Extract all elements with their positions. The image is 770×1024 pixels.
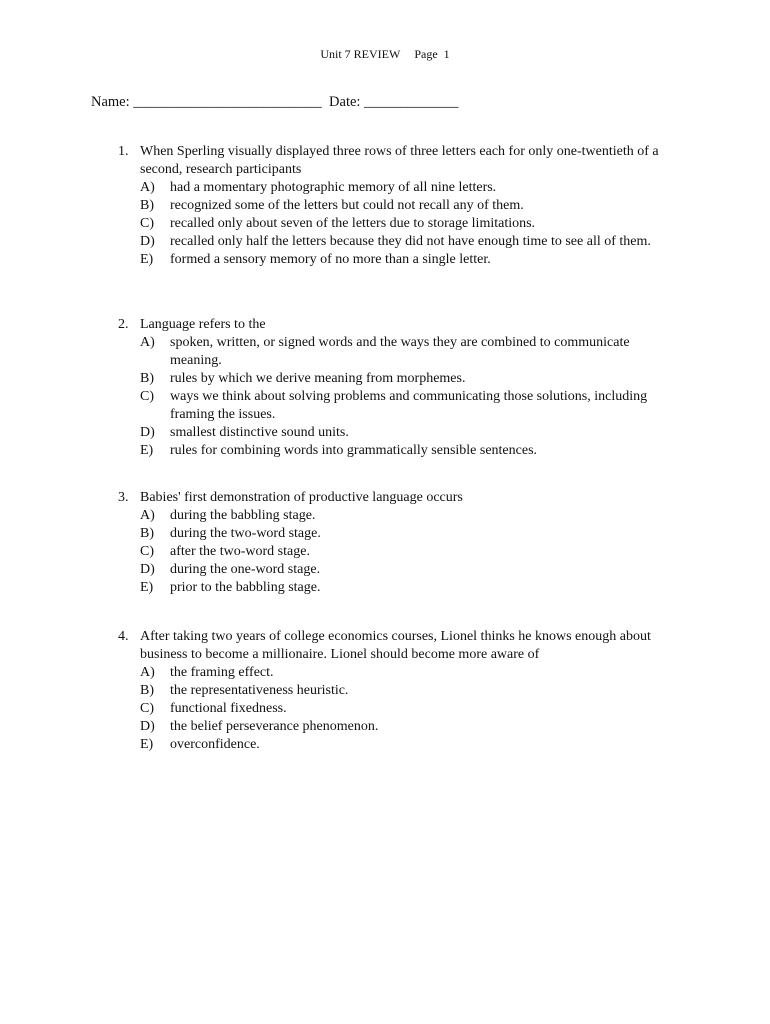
choice-text: the representativeness heuristic. (170, 683, 349, 698)
name-date-line (91, 93, 458, 111)
answer-choice (118, 233, 678, 251)
choice-text: the framing effect. (170, 665, 274, 680)
choice-text: rules by which we derive meaning from morphemes. (170, 371, 466, 386)
answer-choice (118, 197, 678, 215)
choice-text: after the two-word stage. (170, 544, 310, 559)
question-text: After taking two years of college economics courses, Lionel thinks he knows enough about business to become a millionaire. Lionel should become more aware of (140, 629, 651, 662)
choice-letter: C) (140, 216, 154, 231)
choice-text: spoken, written, or signed words and the ways they are combined to communicate meaning. (170, 335, 630, 368)
answer-choice (118, 664, 678, 682)
choice-letter: A) (140, 665, 155, 680)
answer-choice (118, 370, 678, 388)
answer-choice (118, 543, 678, 561)
answer-choice (118, 179, 678, 197)
choice-letter: E) (140, 443, 154, 458)
date-blank: _____________ (364, 94, 459, 110)
answer-choice (118, 215, 678, 233)
choice-text: the belief perseverance phenomenon. (170, 719, 379, 734)
answer-choice (118, 442, 678, 460)
question-1 (118, 143, 678, 269)
choice-letter: C) (140, 389, 154, 404)
answer-choice (118, 388, 678, 424)
question-stem (118, 316, 678, 334)
choice-letter: D) (140, 562, 155, 577)
choice-text: functional fixedness. (170, 701, 287, 716)
answer-choice (118, 682, 678, 700)
choice-letter: D) (140, 234, 155, 249)
answer-choice (118, 507, 678, 525)
choice-letter: C) (140, 701, 154, 716)
question-2 (118, 316, 678, 460)
question-4 (118, 628, 678, 754)
question-number: 4. (118, 629, 129, 644)
choice-letter: B) (140, 371, 154, 386)
choice-letter: E) (140, 252, 154, 267)
choice-letter: E) (140, 580, 154, 595)
date-label: Date: (329, 94, 361, 110)
question-text: When Sperling visually displayed three rows of three letters each for only one-twentieth of a second, research participants (140, 144, 659, 177)
choice-text: during the two-word stage. (170, 526, 321, 541)
choice-text: recalled only half the letters because they did not have enough time to see all of them. (170, 234, 651, 249)
question-number: 1. (118, 144, 129, 159)
answer-choice (118, 525, 678, 543)
choice-text: recognized some of the letters but could not recall any of them. (170, 198, 524, 213)
header-page-number: 1 (443, 47, 450, 61)
choice-text: recalled only about seven of the letters due to storage limitations. (170, 216, 536, 231)
header-page-label: Page (414, 47, 438, 61)
choice-text: prior to the babbling stage. (170, 580, 321, 595)
choice-letter: D) (140, 425, 155, 440)
page-header (0, 46, 770, 62)
choice-letter: A) (140, 508, 155, 523)
choice-text: formed a sensory memory of no more than a single letter. (170, 252, 491, 267)
answer-choice (118, 424, 678, 442)
answer-choice (118, 718, 678, 736)
choice-text: rules for combining words into grammatically sensible sentences. (170, 443, 538, 458)
answer-choice (118, 334, 678, 370)
choice-letter: A) (140, 180, 155, 195)
answer-choice (118, 251, 678, 269)
choice-letter: A) (140, 335, 155, 350)
answer-choice (118, 736, 678, 754)
choice-text: during the babbling stage. (170, 508, 316, 523)
answer-choice (118, 561, 678, 579)
question-text: Language refers to the (140, 317, 266, 332)
choice-text: ways we think about solving problems and communicating those solutions, including framing the issues. (170, 389, 648, 422)
answer-choice (118, 700, 678, 718)
choice-letter: B) (140, 683, 154, 698)
question-number: 3. (118, 490, 129, 505)
choice-letter: C) (140, 544, 154, 559)
choice-letter: D) (140, 719, 155, 734)
answer-choice (118, 579, 678, 597)
name-blank: __________________________ (133, 94, 322, 110)
header-title: Unit 7 REVIEW (320, 47, 401, 61)
choice-text: overconfidence. (170, 737, 260, 752)
question-text: Babies' first demonstration of productive language occurs (140, 490, 463, 505)
question-stem (118, 628, 678, 664)
question-stem (118, 489, 678, 507)
question-number: 2. (118, 317, 129, 332)
choice-letter: B) (140, 526, 154, 541)
question-3 (118, 489, 678, 597)
choice-text: smallest distinctive sound units. (170, 425, 349, 440)
question-stem (118, 143, 678, 179)
choice-text: during the one-word stage. (170, 562, 321, 577)
choice-letter: B) (140, 198, 154, 213)
name-label: Name: (91, 94, 130, 110)
choice-text: had a momentary photographic memory of all nine letters. (170, 180, 497, 195)
choice-letter: E) (140, 737, 154, 752)
